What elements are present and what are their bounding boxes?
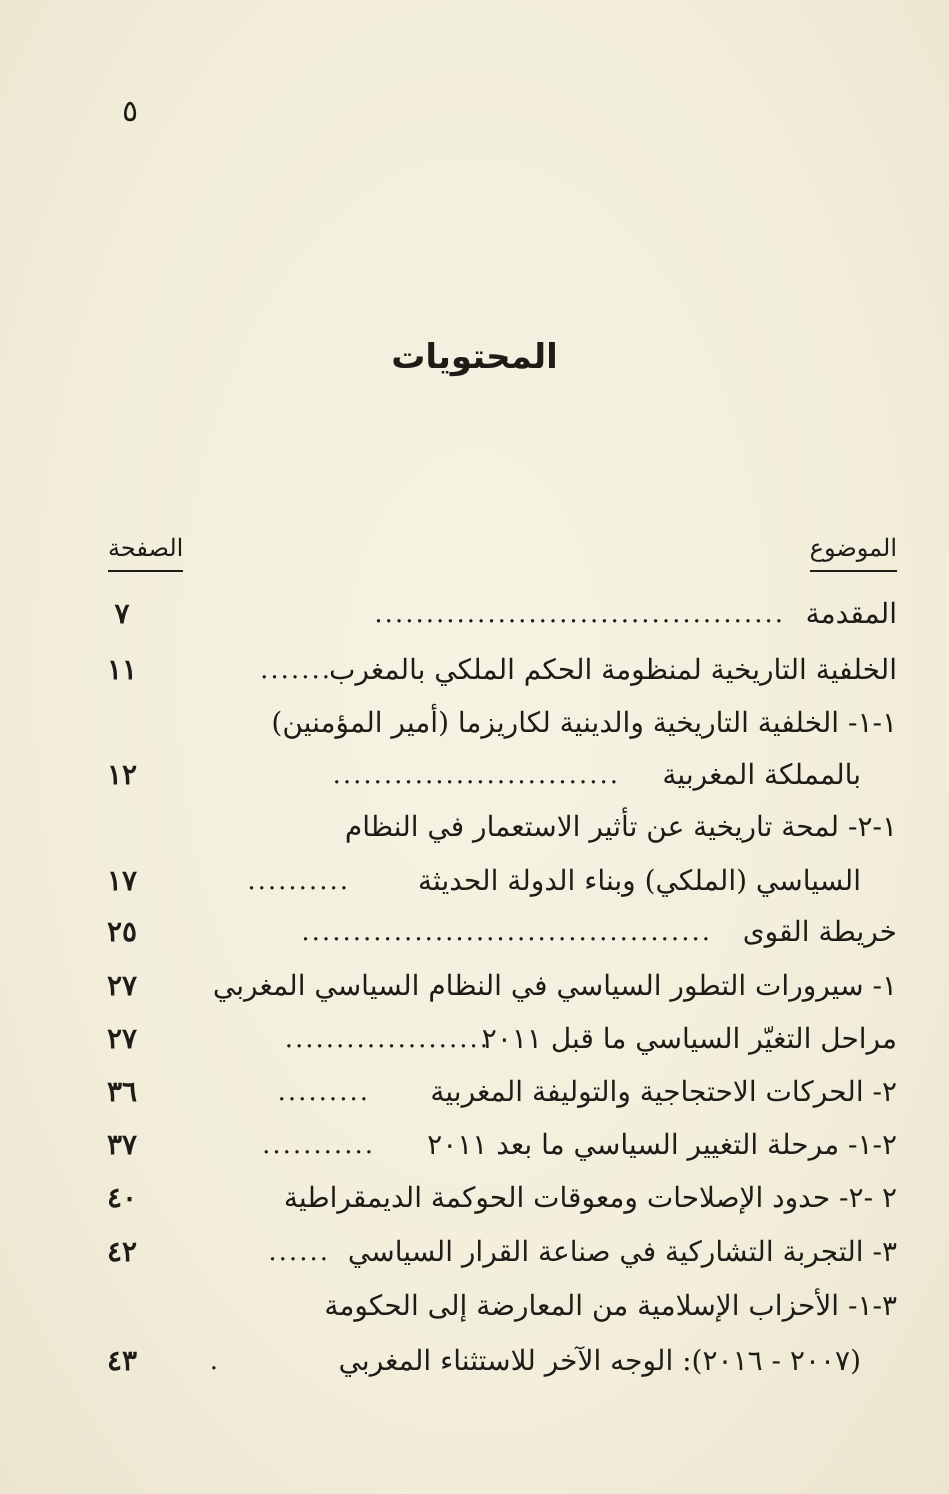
page-number: ٥ [121, 94, 139, 129]
toc-row [0, 1335, 949, 1387]
toc-row [0, 697, 949, 749]
toc-entry-text: المقدمة [805, 597, 897, 630]
toc-entry-text: ٣-١- الأحزاب الإسلامية من المعارضة إلى الحكومة [324, 1289, 897, 1322]
page-title: المحتويات [391, 337, 558, 377]
toc-row [0, 960, 949, 1012]
leader-dots: ......... [277, 1077, 370, 1107]
leader-dots: ...... [268, 1237, 330, 1267]
toc-entry-text: ٢ -٢- حدود الإصلاحات ومعوقات الحوكمة الديمقراطية [283, 1181, 897, 1214]
toc-page-number: ٣٦ [106, 1075, 138, 1108]
toc-row [0, 1119, 949, 1171]
toc-row [0, 801, 949, 853]
toc-entry-text: ٢-١- مرحلة التغيير السياسي ما بعد ٢٠١١ [427, 1128, 897, 1161]
leader-dots: ........... [262, 1130, 375, 1160]
toc-entry-text: (٢٠٠٧ - ٢٠١٦): الوجه الآخر للاستثناء المغربي [338, 1344, 861, 1377]
leader-dots: . [209, 1346, 220, 1376]
leader-dots: ........................................ [374, 599, 785, 629]
leader-dots: ........................................ [301, 917, 712, 947]
topic-column-header: الموضوع [810, 530, 897, 572]
toc-page-number: ٢٧ [106, 969, 138, 1002]
toc-page-number: ١٧ [106, 864, 138, 897]
toc-page-number: ١٢ [106, 758, 138, 791]
toc-row [0, 644, 949, 696]
toc-page-number: ٢٥ [106, 915, 138, 948]
toc-entry-text: ٣- التجربة التشاركية في صناعة القرار السياسي [347, 1235, 897, 1268]
toc-entry-text: ١-١- الخلفية التاريخية والدينية لكاريزما (أمير المؤمنين) [271, 706, 897, 739]
leader-dots: .................... [284, 1024, 490, 1054]
toc-page-number: ٤٠ [106, 1181, 138, 1214]
toc-page-number: ٤٢ [106, 1235, 138, 1268]
toc-row [0, 588, 949, 640]
toc-entry-text: السياسي (الملكي) وبناء الدولة الحديثة [418, 864, 861, 897]
toc-page-number: ٣٧ [106, 1128, 138, 1161]
toc-page-number: ٤٣ [106, 1344, 138, 1377]
toc-row [0, 1280, 949, 1332]
toc-row [0, 1066, 949, 1118]
toc-row [0, 1226, 949, 1278]
leader-dots: ....... [260, 655, 332, 685]
toc-entry-text: ١- سيرورات التطور السياسي في النظام السياسي المغربي [212, 969, 897, 1002]
toc-page-number: ١١ [106, 653, 138, 686]
leader-dots: .......... [247, 866, 350, 896]
toc-entry-text: بالمملكة المغربية [662, 758, 861, 791]
toc-page-number: ٢٧ [106, 1022, 138, 1055]
toc-entry-text: الخلفية التاريخية لمنظومة الحكم الملكي بالمغرب [329, 653, 897, 686]
toc-entry-text: ٢- الحركات الاحتجاجية والتوليفة المغربية [430, 1075, 897, 1108]
toc-entry-text: ١-٢- لمحة تاريخية عن تأثير الاستعمار في النظام [344, 810, 897, 843]
toc-entry-text: مراحل التغيّر السياسي ما قبل ٢٠١١ [481, 1022, 897, 1055]
toc-row [0, 855, 949, 907]
page-column-header: الصفحة [108, 530, 183, 572]
toc-row [0, 1172, 949, 1224]
toc-row [0, 749, 949, 801]
toc-entry-text: خريطة القوى [742, 915, 897, 948]
toc-row [0, 1013, 949, 1065]
leader-dots: ............................ [332, 760, 620, 790]
toc-page-number: ٧ [114, 597, 130, 630]
toc-row [0, 906, 949, 958]
